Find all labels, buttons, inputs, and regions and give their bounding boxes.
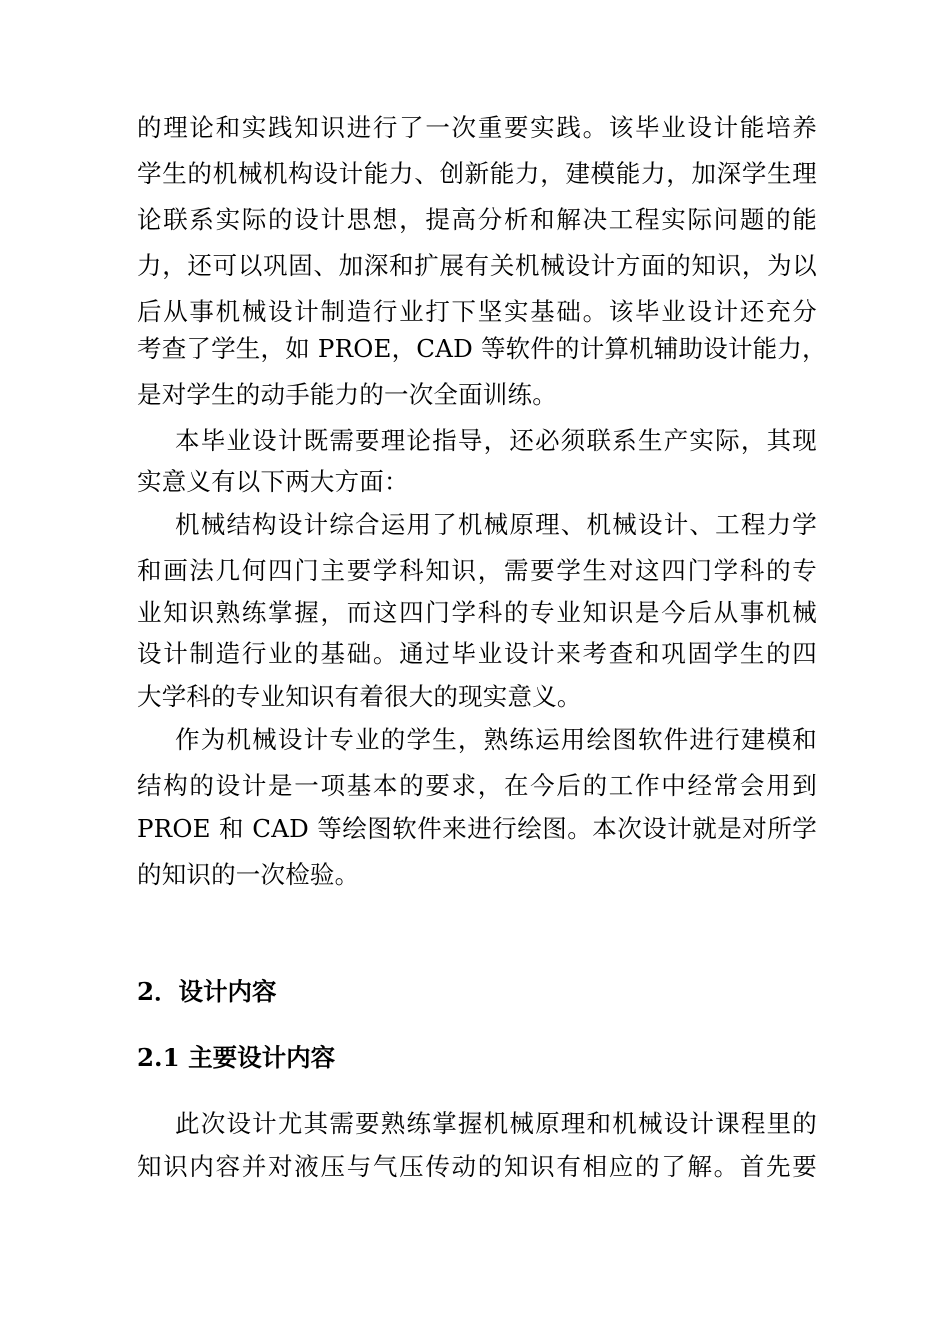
text-line: 和画法几何四门主要学科知识，需要学生对这四门学科的专 (137, 556, 817, 585)
text-line: 机械结构设计综合运用了机械原理、机械设计、工程力学 (175, 510, 817, 539)
text-line: 论联系实际的设计思想，提高分析和解决工程实际问题的能 (137, 205, 817, 234)
text-line: 后从事机械设计制造行业打下坚实基础。该毕业设计还充分 (137, 297, 817, 326)
text-line: 的理论和实践知识进行了一次重要实践。该毕业设计能培养 (137, 113, 817, 142)
section-heading: 2．设计内容 (137, 977, 277, 1006)
text-line: 学生的机械机构设计能力、创新能力，建模能力，加深学生理 (137, 159, 817, 188)
text-line: 实意义有以下两大方面： (137, 467, 409, 496)
text-line: 大学科的专业知识有着很大的现实意义。 (137, 682, 582, 711)
text-line: 考查了学生，如 PROE，CAD 等软件的计算机辅助设计能力， (137, 334, 827, 363)
text-line: 业知识熟练掌握，而这四门学科的专业知识是今后从事机械 (137, 598, 817, 627)
subsection-heading: 2.1 主要设计内容 (137, 1043, 336, 1072)
text-line: 是对学生的动手能力的一次全面训练。 (137, 380, 557, 409)
text-line: 知识内容并对液压与气压传动的知识有相应的了解。首先要 (137, 1152, 817, 1181)
text-line: 设计制造行业的基础。通过毕业设计来考查和巩固学生的四 (137, 639, 817, 668)
text-line: 力，还可以巩固、加深和扩展有关机械设计方面的知识，为以 (137, 251, 817, 280)
text-line: 作为机械设计专业的学生，熟练运用绘图软件进行建模和 (175, 725, 817, 754)
text-line: 结构的设计是一项基本的要求，在今后的工作中经常会用到 (137, 771, 817, 800)
text-line: PROE 和 CAD 等绘图软件来进行绘图。本次设计就是对所学 (137, 814, 817, 843)
text-line: 的知识的一次检验。 (137, 860, 360, 889)
text-line: 此次设计尤其需要熟练掌握机械原理和机械设计课程里的 (175, 1109, 817, 1138)
text-line: 本毕业设计既需要理论指导，还必须联系生产实际，其现 (175, 426, 817, 455)
